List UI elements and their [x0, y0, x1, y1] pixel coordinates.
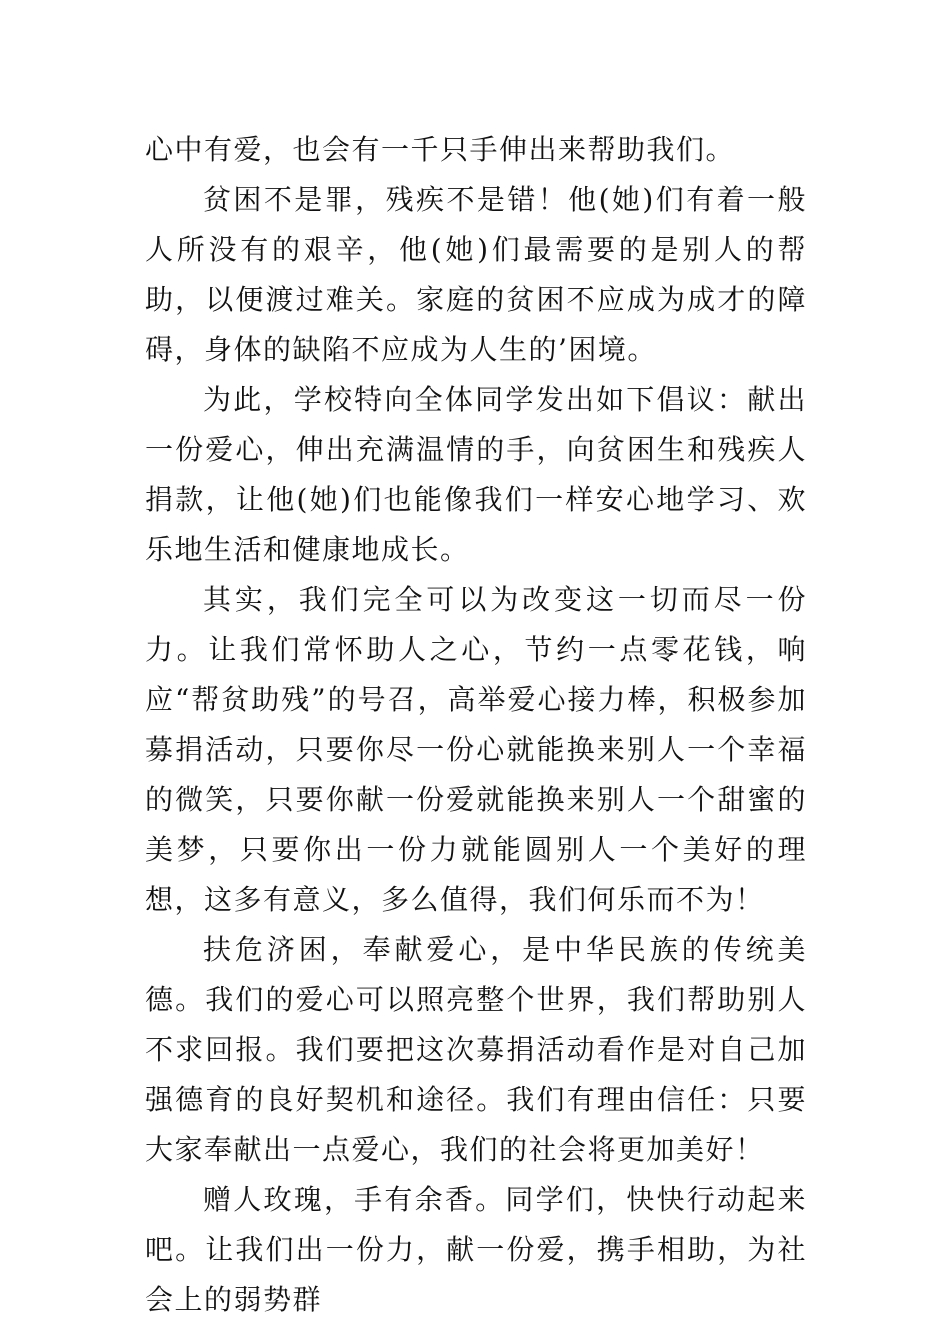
paragraph-3: 为此，学校特向全体同学发出如下倡议：献出一份爱心，伸出充满温情的手，向贫困生和残疾人捐款，让他(她)们也能像我们一样安心地学习、欢乐地生活和健康地成长。: [145, 383, 807, 566]
paragraph-6: 赠人玫瑰，手有余香。同学们，快快行动起来吧。让我们出一份力，献一份爱，携手相助，为社会上的弱势群: [145, 1183, 807, 1316]
paragraph-2: 贫困不是罪，残疾不是错！他(她)们有着一般人所没有的艰辛，他(她)们最需要的是别人的帮助，以便渡过难关。家庭的贫困不应成为成才的障碍，身体的缺陷不应成为人生的’困境。: [145, 183, 807, 366]
paragraph-1: 心中有爱，也会有一千只手伸出来帮助我们。: [145, 133, 736, 166]
document-body: [145, 125, 807, 1325]
paragraph-5: 扶危济困，奉献爱心，是中华民族的传统美德。我们的爱心可以照亮整个世界，我们帮助别人不求回报。我们要把这次募捐活动看作是对自己加强德育的良好契机和途径。我们有理由信任：只要大家奉献出一点爱心，我们的社会将更加美好！: [145, 933, 807, 1166]
paragraph-4: 其实，我们完全可以为改变这一切而尽一份力。让我们常怀助人之心，节约一点零花钱，响应“帮贫助残”的号召，高举爱心接力棒，积极参加募捐活动，只要你尽一份心就能换来别人一个幸福的微笑，只要你献一份爱就能换来别人一个甜蜜的美梦，只要你出一份力就能圆别人一个美好的理想，这多有意义，多么值得，我们何乐而不为！: [145, 583, 807, 916]
